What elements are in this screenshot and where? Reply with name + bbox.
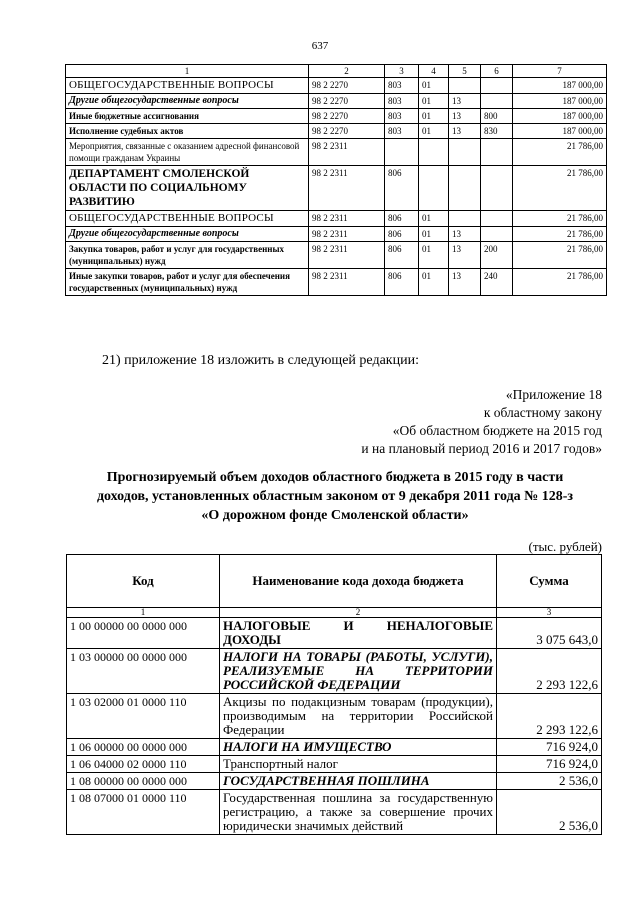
row-sum: 187 000,00 — [513, 124, 607, 139]
row-pr: 13 — [449, 227, 481, 242]
table-row — [67, 618, 602, 649]
row-sum: 187 000,00 — [513, 78, 607, 94]
table-row — [66, 109, 607, 124]
row-ved: 806 — [385, 242, 419, 269]
row-ved: 803 — [385, 109, 419, 124]
amendment-text: 21) приложение 18 изложить в следующей редакции: — [102, 353, 419, 368]
row-vr — [481, 78, 513, 94]
row-name: НАЛОГОВЫЕ И НЕНАЛОГОВЫЕ ДОХОДЫ — [220, 618, 497, 649]
row-csr: 98 2 2270 — [309, 78, 385, 94]
row-name: Транспортный налог — [220, 756, 497, 773]
title-line: Прогнозируемый объем доходов областного бюджета в 2015 году в части — [106, 470, 564, 485]
row-vr: 830 — [481, 124, 513, 139]
header-code: Код — [67, 555, 220, 608]
row-ved: 803 — [385, 94, 419, 109]
row-pr — [449, 211, 481, 227]
row-rz: 01 — [419, 94, 449, 109]
column-number: 2 — [309, 65, 385, 78]
annex-header — [361, 386, 602, 458]
row-sum: 2 293 122,6 — [497, 694, 602, 739]
table-row — [66, 227, 607, 242]
row-pr: 13 — [449, 94, 481, 109]
table-row — [66, 94, 607, 109]
row-code: 1 00 00000 00 0000 000 — [67, 618, 220, 649]
header-sum: Сумма — [497, 555, 602, 608]
row-sum: 187 000,00 — [513, 94, 607, 109]
row-csr: 98 2 2270 — [309, 94, 385, 109]
table-row — [66, 139, 607, 166]
row-pr: 13 — [449, 242, 481, 269]
row-name: ГОСУДАРСТВЕННАЯ ПОШЛИНА — [220, 773, 497, 790]
row-rz: 01 — [419, 124, 449, 139]
column-numbers-row — [67, 608, 602, 618]
row-rz — [419, 139, 449, 166]
row-vr: 800 — [481, 109, 513, 124]
row-ved: 806 — [385, 211, 419, 227]
row-csr: 98 2 2311 — [309, 211, 385, 227]
annex-line: к областному закону — [483, 405, 602, 420]
row-ved: 806 — [385, 227, 419, 242]
row-csr: 98 2 2311 — [309, 227, 385, 242]
row-name: Иные закупки товаров, работ и услуг для обеспечения государственных (муниципальных) нужд — [66, 269, 309, 296]
table-row — [67, 756, 602, 773]
column-number: 6 — [481, 65, 513, 78]
row-name: ДЕПАРТАМЕНТ СМОЛЕНСКОЙ ОБЛАСТИ ПО СОЦИАЛЬНОМУ РАЗВИТИЮ — [66, 166, 309, 211]
row-csr: 98 2 2311 — [309, 166, 385, 211]
row-rz: 01 — [419, 211, 449, 227]
row-ved: 803 — [385, 78, 419, 94]
row-csr: 98 2 2270 — [309, 109, 385, 124]
table-row — [66, 166, 607, 211]
row-vr: 240 — [481, 269, 513, 296]
row-rz — [419, 166, 449, 211]
row-sum: 2 536,0 — [497, 773, 602, 790]
column-number: 5 — [449, 65, 481, 78]
column-number: 7 — [513, 65, 607, 78]
table-row — [67, 694, 602, 739]
table-row — [66, 124, 607, 139]
title-line: «О дорожном фонде Смоленской области» — [201, 508, 469, 523]
row-code: 1 08 00000 00 0000 000 — [67, 773, 220, 790]
column-number: 1 — [66, 65, 309, 78]
row-vr — [481, 94, 513, 109]
row-name: Мероприятия, связанные с оказанием адресной финансовой помощи гражданам Украины — [66, 139, 309, 166]
table-row — [67, 739, 602, 756]
table-row — [66, 78, 607, 94]
row-rz: 01 — [419, 269, 449, 296]
column-number: 1 — [67, 608, 220, 618]
row-vr: 200 — [481, 242, 513, 269]
row-vr — [481, 211, 513, 227]
row-csr: 98 2 2270 — [309, 124, 385, 139]
row-name: ОБЩЕГОСУДАРСТВЕННЫЕ ВОПРОСЫ — [66, 211, 309, 227]
row-sum: 716 924,0 — [497, 756, 602, 773]
page-number: 637 — [311, 40, 329, 52]
expenditure-table — [65, 64, 607, 296]
row-csr: 98 2 2311 — [309, 242, 385, 269]
row-csr: 98 2 2311 — [309, 139, 385, 166]
row-sum: 21 786,00 — [513, 269, 607, 296]
column-number: 4 — [419, 65, 449, 78]
row-sum: 3 075 643,0 — [497, 618, 602, 649]
row-name: Иные бюджетные ассигнования — [66, 109, 309, 124]
table-header-row — [67, 555, 602, 608]
row-name: НАЛОГИ НА ТОВАРЫ (РАБОТЫ, УСЛУГИ), РЕАЛИЗУЕМЫЕ НА ТЕРРИТОРИИ РОССИЙСКОЙ ФЕДЕРАЦИИ — [220, 649, 497, 694]
table-row — [66, 269, 607, 296]
row-sum: 21 786,00 — [513, 227, 607, 242]
row-pr — [449, 139, 481, 166]
title-line: доходов, установленных областным законом от 9 декабря 2011 года № 128-з — [96, 489, 574, 504]
row-vr — [481, 139, 513, 166]
row-ved: 803 — [385, 124, 419, 139]
table-row — [67, 790, 602, 835]
revenue-table — [66, 554, 602, 835]
row-pr: 13 — [449, 124, 481, 139]
row-vr — [481, 166, 513, 211]
row-name: Исполнение судебных актов — [66, 124, 309, 139]
table-row — [67, 649, 602, 694]
row-sum: 2 293 122,6 — [497, 649, 602, 694]
row-rz: 01 — [419, 227, 449, 242]
annex-line: и на плановый период 2016 и 2017 годов» — [361, 441, 602, 456]
header-name: Наименование кода дохода бюджета — [220, 555, 497, 608]
row-sum: 716 924,0 — [497, 739, 602, 756]
column-number: 2 — [220, 608, 497, 618]
row-sum: 187 000,00 — [513, 109, 607, 124]
row-ved: 806 — [385, 166, 419, 211]
row-name: Акцизы по подакцизным товарам (продукции), производимым на территории Российской Федерации — [220, 694, 497, 739]
table-row — [67, 773, 602, 790]
annex-line: «Об областном бюджете на 2015 год — [392, 423, 602, 438]
row-vr — [481, 227, 513, 242]
column-number: 3 — [497, 608, 602, 618]
table-header-row — [66, 65, 607, 78]
row-code: 1 03 00000 00 0000 000 — [67, 649, 220, 694]
row-pr: 13 — [449, 109, 481, 124]
row-sum: 21 786,00 — [513, 139, 607, 166]
row-ved — [385, 139, 419, 166]
row-sum: 21 786,00 — [513, 166, 607, 211]
row-code: 1 03 02000 01 0000 110 — [67, 694, 220, 739]
row-sum: 21 786,00 — [513, 242, 607, 269]
row-ved: 806 — [385, 269, 419, 296]
row-rz: 01 — [419, 109, 449, 124]
row-pr — [449, 166, 481, 211]
row-csr: 98 2 2311 — [309, 269, 385, 296]
column-number: 3 — [385, 65, 419, 78]
row-name: Государственная пошлина за государственную регистрацию, а также за совершение прочих юридически значимых действий — [220, 790, 497, 835]
row-code: 1 06 04000 02 0000 110 — [67, 756, 220, 773]
annex-line: «Приложение 18 — [505, 387, 602, 402]
row-rz: 01 — [419, 78, 449, 94]
row-pr: 13 — [449, 269, 481, 296]
row-sum: 21 786,00 — [513, 211, 607, 227]
row-name: НАЛОГИ НА ИМУЩЕСТВО — [220, 739, 497, 756]
row-name: Другие общегосударственные вопросы — [66, 227, 309, 242]
row-sum: 2 536,0 — [497, 790, 602, 835]
row-name: Закупка товаров, работ и услуг для государственных (муниципальных) нужд — [66, 242, 309, 269]
table-row — [66, 242, 607, 269]
units-label: (тыс. рублей) — [528, 539, 602, 554]
row-name: Другие общегосударственные вопросы — [66, 94, 309, 109]
row-name: ОБЩЕГОСУДАРСТВЕННЫЕ ВОПРОСЫ — [66, 78, 309, 94]
row-code: 1 06 00000 00 0000 000 — [67, 739, 220, 756]
row-pr — [449, 78, 481, 94]
row-rz: 01 — [419, 242, 449, 269]
table-row — [66, 211, 607, 227]
document-title — [60, 468, 610, 525]
row-code: 1 08 07000 01 0000 110 — [67, 790, 220, 835]
